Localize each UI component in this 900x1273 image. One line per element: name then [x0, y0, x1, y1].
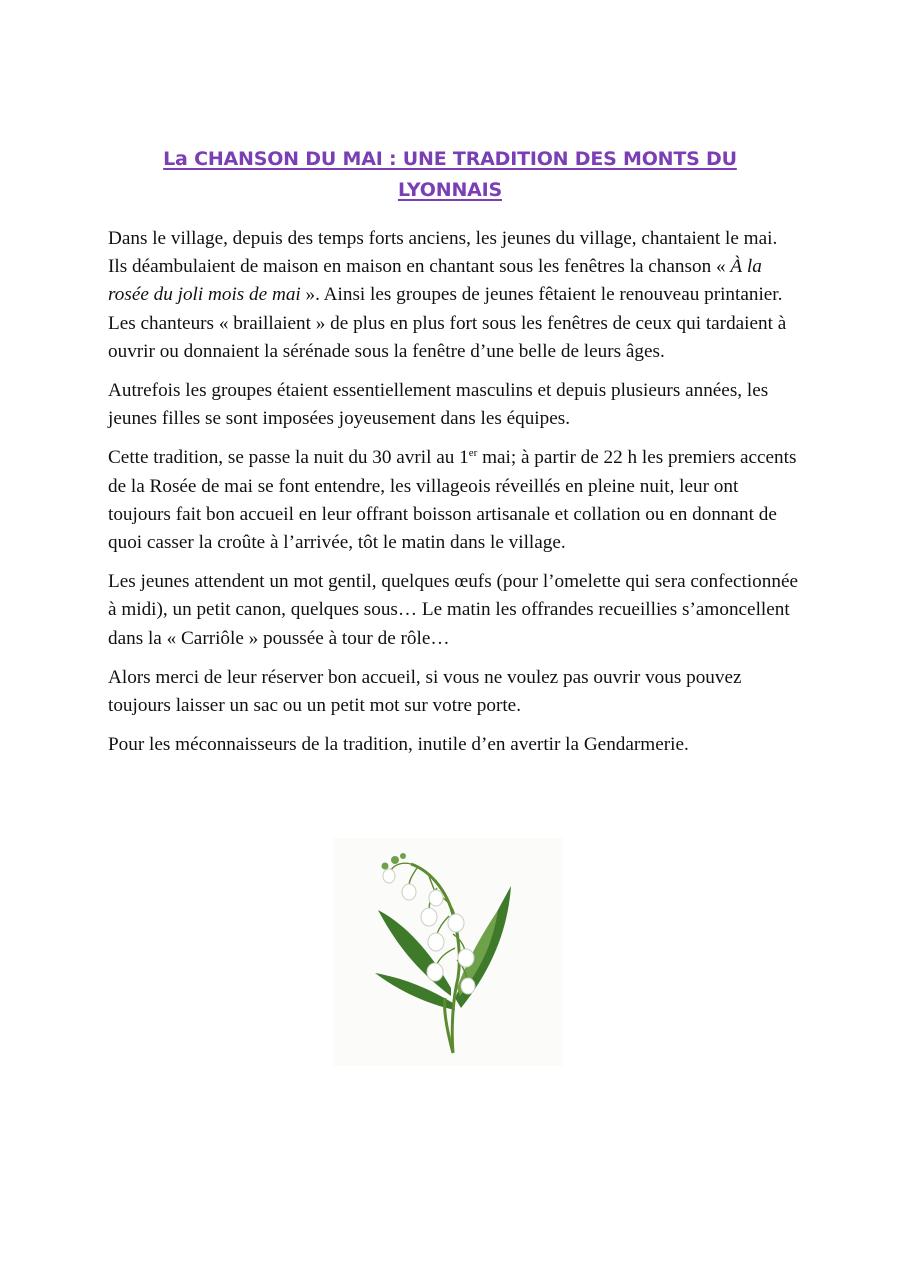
paragraph-3-end: mai; à partir de 22 h les premiers accents de la Rosée de mai se font entendre, les villageois réveillés en pleine nuit, leur ont toujours fait bon accueil en leur offrant boisson artisanale et collation ou en donnant de quoi casser la croûte à l’arrivée, tôt le matin dans le village. — [108, 447, 797, 554]
paragraph-1-end: ». Ainsi les groupes de jeunes fêtaient le renouveau printanier. Les chanteurs « braillaient » de plus en plus fort sous les fenêtres de ceux qui tardaient à ouvrir ou donnaient la sérénade sous la fenêtre d’une belle de leurs âges. — [108, 284, 787, 362]
paragraph-3-start: Cette tradition, se passe la nuit du 30 avril au 1 — [108, 447, 469, 469]
left-leaf — [378, 910, 451, 996]
page-title: La CHANSON DU MAI : UNE TRADITION DES MONTS DU LYONNAIS — [163, 148, 737, 201]
paragraph-3 — [108, 444, 798, 557]
paragraph-2: Autrefois les groupes étaient essentiellement masculins et depuis plusieurs années, les jeunes filles se sont imposées joyeusement dans les équipes. — [108, 380, 769, 430]
paragraph-1-start: Dans le village, depuis des temps forts anciens, les jeunes du village, chantaient le mai. Ils déambulaient de maison en maison en chantant sous les fenêtres la chanson « — [108, 228, 778, 278]
song-title: À la rosée du joli mois de mai — [108, 256, 762, 306]
paragraph-5: Alors merci de leur réserver bon accueil, si vous ne voulez pas ouvrir vous pouvez toujours laisser un sac ou un petit mot sur votre porte. — [108, 666, 742, 717]
paragraph-1 — [108, 225, 798, 366]
ordinal-suffix: er — [468, 447, 478, 460]
lily-of-the-valley-illustration — [333, 838, 563, 1066]
paragraph-4: Les jeunes attendent un mot gentil, quelques œufs (pour l’omelette qui sera confectionnée à midi), un petit canon, quelques sous… Le matin les offrandes recueillies s’amoncellent dans la « Carriôle » poussée à tour de rôle… — [108, 571, 799, 649]
paragraph-6: Pour les méconnaisseurs de la tradition, inutile d’en avertir la Gendarmerie. — [108, 734, 689, 756]
article-body — [108, 225, 798, 770]
lily-of-the-valley-icon — [333, 838, 563, 1066]
